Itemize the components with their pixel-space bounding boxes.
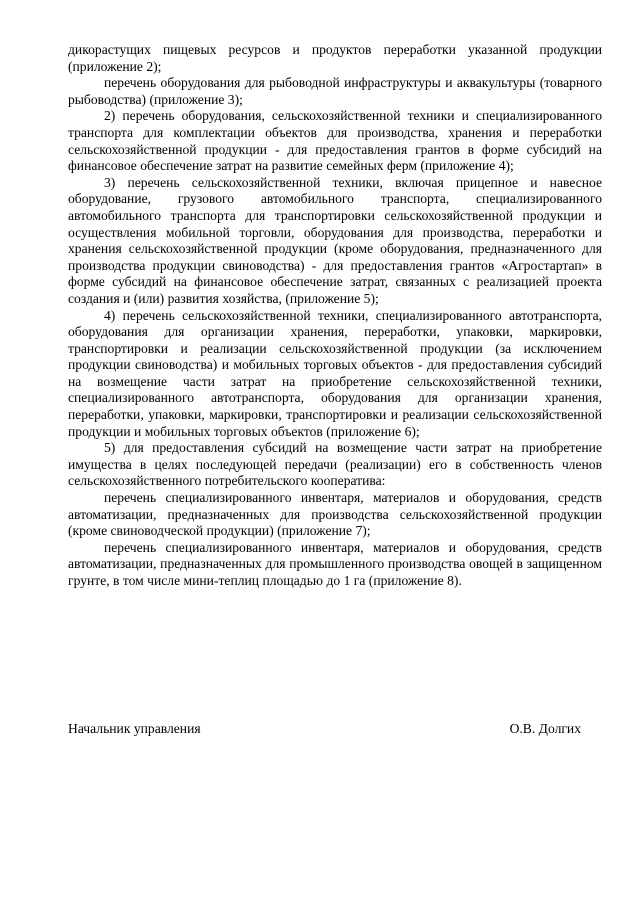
paragraph-list-appendix-8: перечень специализированного инвентаря, материалов и оборудования, средств автоматизации, предназначенных для промышленного производства овощей в защищенном грунте, в том числе мини-теплиц площадью до 1 га (приложение 8). bbox=[68, 539, 602, 588]
paragraph-list-fish-equipment: перечень оборудования для рыбоводной инфраструктуры и аквакультуры (товарного рыбоводства) (приложение 3); bbox=[68, 75, 602, 107]
signature-name: О.В. Долгих bbox=[509, 721, 581, 736]
document-body bbox=[68, 42, 602, 590]
paragraph-continuation: дикорастущих пищевых ресурсов и продуктов переработки указанной продукции (приложение 2); bbox=[68, 42, 602, 74]
signature-position: Начальник управления bbox=[68, 721, 201, 736]
paragraph-item-3: 3) перечень сельскохозяйственной техники, включая прицепное и навесное оборудование, грузового автомобильного транспорта, специализированного автомобильного транспорта для транспортировки сельскохозяйственной продукции и осуществления мобильной торговли, оборудования для производства, переработки и хранения сельскохозяйственной продукции (кроме оборудования, предназначенного для производства продукции свиноводства) - для предоставления грантов «Агростартап» в форме субсидий на финансовое обеспечение затрат, связанных с реализацией проекта создания и (или) развития хозяйства, (приложение 5); bbox=[68, 174, 602, 306]
paragraph-item-4: 4) перечень сельскохозяйственной техники, специализированного автотранспорта, оборудования для организации хранения, переработки, упаковки, маркировки, транспортировки и реализации сельскохозяйственной продукции (за исключением продукции свиноводства) и мобильных торговых объектов - для предоставления субсидий на возмещение части затрат на приобретение сельскохозяйственной техники, специализированного автотранспорта, оборудования для организации хранения, переработки, упаковки, маркировки, транспортировки и реализации сельскохозяйственной продукции и мобильных торговых объектов (приложение 6); bbox=[68, 307, 602, 439]
paragraph-list-appendix-7: перечень специализированного инвентаря, материалов и оборудования, средств автоматизации, предназначенных для производства сельскохозяйственной продукции (кроме свиноводческой продукции) (приложение 7); bbox=[68, 490, 602, 539]
paragraph-item-5: 5) для предоставления субсидий на возмещение части затрат на приобретение имущества в целях последующей передачи (реализации) его в собственность членов сельскохозяйственного потребительского кооператива: bbox=[68, 440, 602, 489]
paragraph-item-2: 2) перечень оборудования, сельскохозяйственной техники и специализированного транспорта для комплектации объектов для производства, хранения и переработки сельскохозяйственной продукции - для предоставления грантов в форме субсидий на финансовое обеспечение затрат на развитие семейных ферм (приложение 4); bbox=[68, 108, 602, 174]
signature-block bbox=[68, 721, 581, 738]
